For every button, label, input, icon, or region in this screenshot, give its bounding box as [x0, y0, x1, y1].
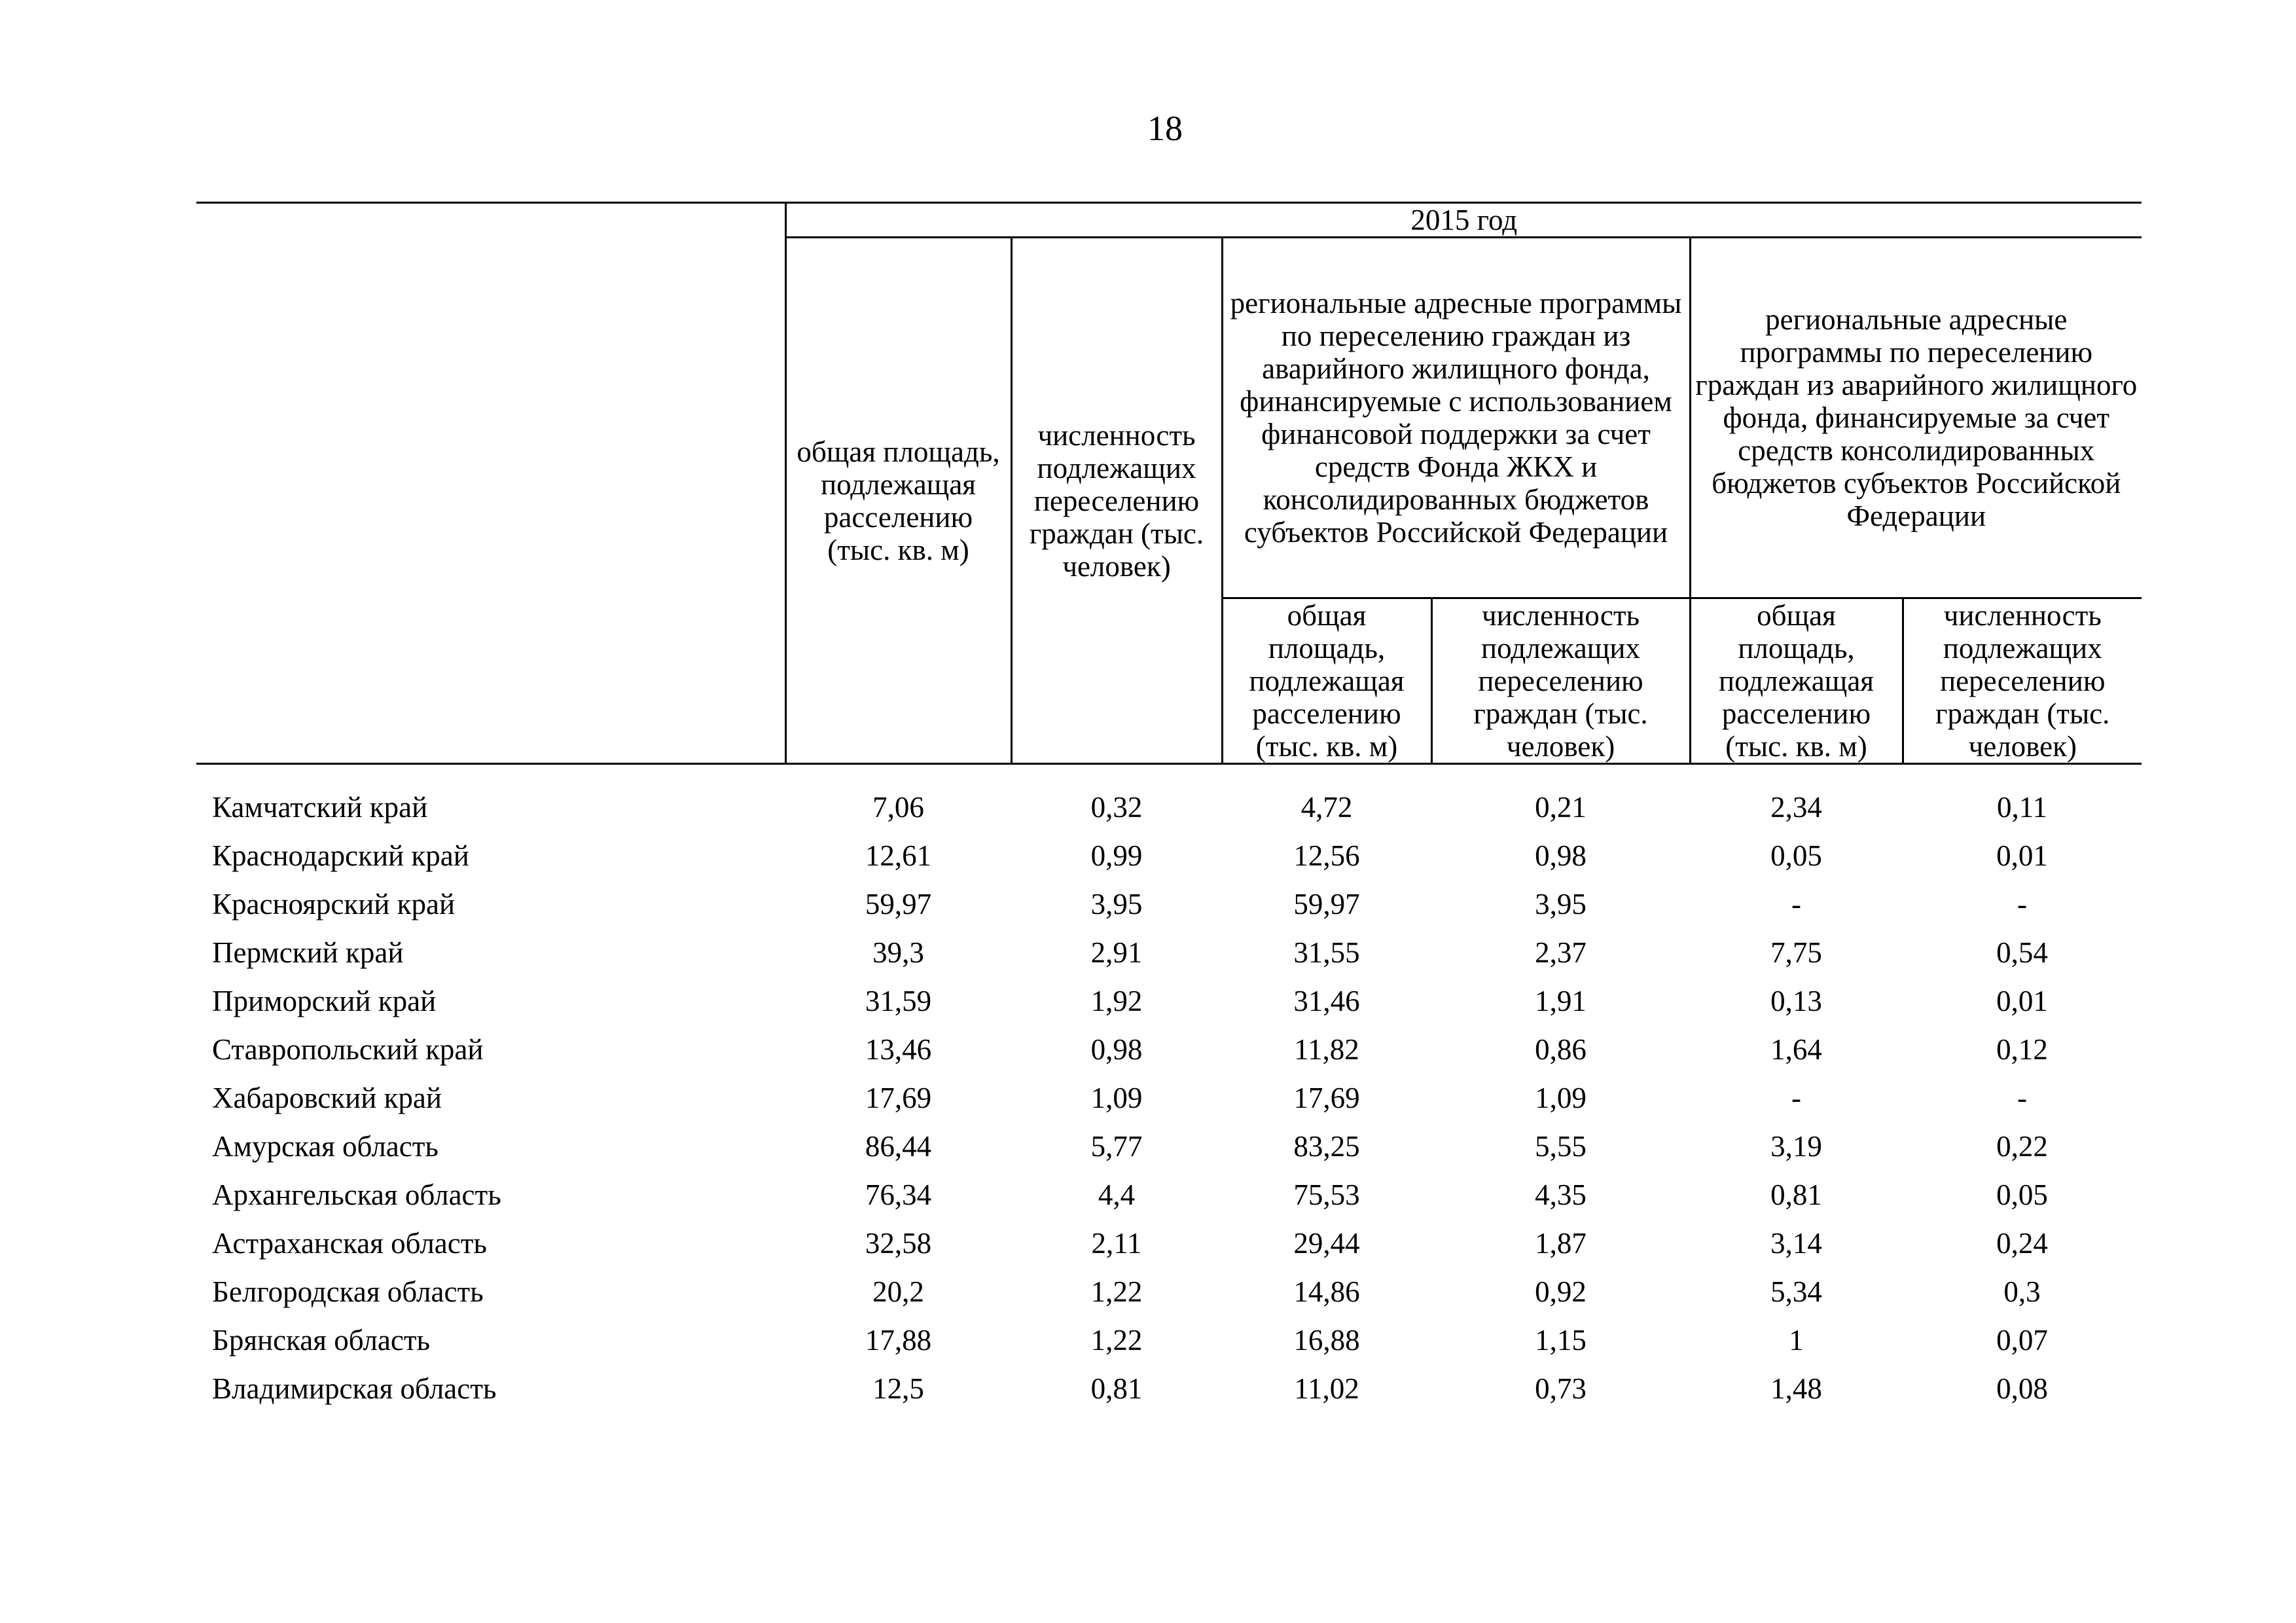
cell-value: 1,09: [1090, 1082, 1143, 1114]
table-row: [196, 977, 2142, 1025]
cell-value: 16,88: [1293, 1324, 1360, 1357]
cell-value: 0,08: [1996, 1372, 2048, 1405]
table-header: [196, 203, 2142, 764]
region-name: Владимирская область: [212, 1372, 497, 1405]
cell-value: 59,97: [865, 888, 932, 921]
total-area-header: общая площадь, подлежащая расселению (тыс. кв. м): [785, 238, 1011, 764]
region-name: Архангельская область: [212, 1178, 501, 1211]
cell-value: 31,59: [865, 985, 932, 1017]
cell-value: 0,05: [1770, 839, 1822, 872]
table-row: [196, 1364, 2142, 1413]
cell-value: 0,13: [1770, 985, 1822, 1017]
cell-value: 5,77: [1090, 1130, 1143, 1163]
cell-value: 2,91: [1090, 936, 1143, 969]
cell-value: 11,82: [1294, 1033, 1359, 1066]
cell-value: 7,75: [1770, 936, 1822, 969]
table-row: [196, 1122, 2142, 1171]
table-row: [196, 1316, 2142, 1364]
cell-value: 0,01: [1996, 985, 2048, 1017]
cell-value: 3,14: [1770, 1227, 1822, 1260]
total-people-header: численность подлежащих переселению граждан (тыс. человек): [1011, 238, 1222, 764]
cell-value: 0,81: [1770, 1178, 1822, 1211]
cell-value: 31,46: [1293, 985, 1360, 1017]
fund-area-header: общая площадь, подлежащая расселению (тыс. кв. м): [1222, 598, 1431, 764]
cell-value: 1,87: [1535, 1227, 1587, 1260]
cell-value: 0,12: [1996, 1033, 2048, 1066]
table-row: [196, 783, 2142, 831]
region-name: Белгородская область: [212, 1275, 484, 1308]
cell-value: 59,97: [1293, 888, 1360, 921]
cell-value: 5,55: [1535, 1130, 1587, 1163]
cell-value: 0,24: [1996, 1227, 2048, 1260]
cell-value: 0,81: [1090, 1372, 1143, 1405]
cell-value: 17,69: [865, 1082, 932, 1114]
cell-value: 0,32: [1090, 791, 1143, 824]
cell-value: 2,37: [1535, 936, 1587, 969]
cell-value: 75,53: [1293, 1178, 1360, 1211]
cell-value: 1,91: [1535, 985, 1587, 1017]
cell-value: 1,22: [1090, 1324, 1143, 1357]
cell-value: 17,88: [865, 1324, 932, 1357]
cell-value: 0,11: [1996, 791, 2048, 824]
table-row: [196, 1219, 2142, 1267]
cell-value: 17,69: [1293, 1082, 1360, 1114]
stub-header: [196, 203, 785, 764]
cell-value: -: [1791, 888, 1801, 921]
cell-value: 1,64: [1770, 1033, 1822, 1066]
table-row: [196, 831, 2142, 880]
cell-value: 1,09: [1535, 1082, 1587, 1114]
cell-value: 13,46: [865, 1033, 932, 1066]
cell-value: 3,95: [1090, 888, 1143, 921]
cell-value: -: [1791, 1082, 1801, 1114]
cell-value: 0,86: [1535, 1033, 1587, 1066]
regional-programs-header: региональные адресные программы по переселению граждан из аварийного жилищного фонда, финансируемые за счет средств консолидированных бюджетов субъектов Российской Федерации: [1690, 238, 2142, 598]
regional-people-header: численность подлежащих переселению граждан (тыс. человек): [1903, 598, 2142, 764]
region-name: Брянская область: [212, 1324, 431, 1357]
cell-value: 7,06: [872, 791, 924, 824]
cell-value: 31,55: [1293, 936, 1360, 969]
region-name: Астраханская область: [212, 1227, 487, 1260]
cell-value: 86,44: [865, 1130, 932, 1163]
cell-value: 83,25: [1293, 1130, 1360, 1163]
year-header: 2015 год: [785, 203, 2142, 238]
region-name: Приморский край: [212, 985, 437, 1017]
fund-people-header: численность подлежащих переселению граждан (тыс. человек): [1431, 598, 1690, 764]
regional-area-header: общая площадь, подлежащая расселению (тыс. кв. м): [1690, 598, 1903, 764]
region-name: Краснодарский край: [212, 839, 469, 872]
cell-value: 1,48: [1770, 1372, 1822, 1405]
cell-value: 0,22: [1996, 1130, 2048, 1163]
cell-value: 14,86: [1293, 1275, 1360, 1308]
cell-value: 29,44: [1293, 1227, 1360, 1260]
cell-value: 5,34: [1770, 1275, 1822, 1308]
cell-value: 0,99: [1090, 839, 1143, 872]
cell-value: 0,73: [1535, 1372, 1587, 1405]
cell-value: 1: [1789, 1324, 1804, 1357]
cell-value: 1,92: [1090, 985, 1143, 1017]
region-name: Красноярский край: [212, 888, 456, 921]
cell-value: 0,3: [2003, 1275, 2041, 1308]
cell-value: 0,05: [1996, 1178, 2048, 1211]
cell-value: 4,35: [1535, 1178, 1587, 1211]
table-row: [196, 928, 2142, 977]
cell-value: 0,54: [1996, 936, 2048, 969]
table-row: [196, 1171, 2142, 1219]
page-number: 18: [1147, 109, 1183, 148]
cell-value: 20,2: [872, 1275, 924, 1308]
cell-value: 1,15: [1535, 1324, 1587, 1357]
table-row: [196, 1267, 2142, 1316]
cell-value: 32,58: [865, 1227, 932, 1260]
region-name: Пермский край: [212, 936, 404, 969]
table-row: [196, 1025, 2142, 1074]
fund-programs-header: региональные адресные программы по переселению граждан из аварийного жилищного фонда, финансируемые с использованием финансовой поддержки за счет средств Фонда ЖКХ и консолидированных бюджетов субъектов Российской Федерации: [1222, 238, 1690, 598]
table-row: [196, 1074, 2142, 1122]
cell-value: 2,34: [1770, 791, 1822, 824]
cell-value: 0,92: [1535, 1275, 1587, 1308]
cell-value: 4,4: [1098, 1178, 1136, 1211]
cell-value: 1,22: [1090, 1275, 1143, 1308]
cell-value: 12,61: [865, 839, 932, 872]
cell-value: -: [2017, 888, 2028, 921]
cell-value: 0,07: [1996, 1324, 2048, 1357]
cell-value: 0,98: [1090, 1033, 1143, 1066]
cell-value: 3,95: [1535, 888, 1587, 921]
region-name: Амурская область: [212, 1130, 439, 1163]
cell-value: 0,21: [1535, 791, 1587, 824]
cell-value: 76,34: [865, 1178, 932, 1211]
region-name: Ставропольский край: [212, 1033, 484, 1066]
cell-value: 12,5: [872, 1372, 924, 1405]
region-name: Камчатский край: [212, 791, 428, 824]
cell-value: 39,3: [872, 936, 924, 969]
cell-value: 2,11: [1091, 1227, 1142, 1260]
table-body: [196, 764, 2142, 1413]
cell-value: 4,72: [1300, 791, 1353, 824]
cell-value: -: [2017, 1082, 2028, 1114]
region-name: Хабаровский край: [212, 1082, 442, 1114]
cell-value: 0,01: [1996, 839, 2048, 872]
data-table: [196, 202, 2142, 1413]
cell-value: 0,98: [1535, 839, 1587, 872]
cell-value: 12,56: [1293, 839, 1360, 872]
table-row: [196, 880, 2142, 928]
cell-value: 3,19: [1770, 1130, 1822, 1163]
cell-value: 11,02: [1294, 1372, 1359, 1405]
